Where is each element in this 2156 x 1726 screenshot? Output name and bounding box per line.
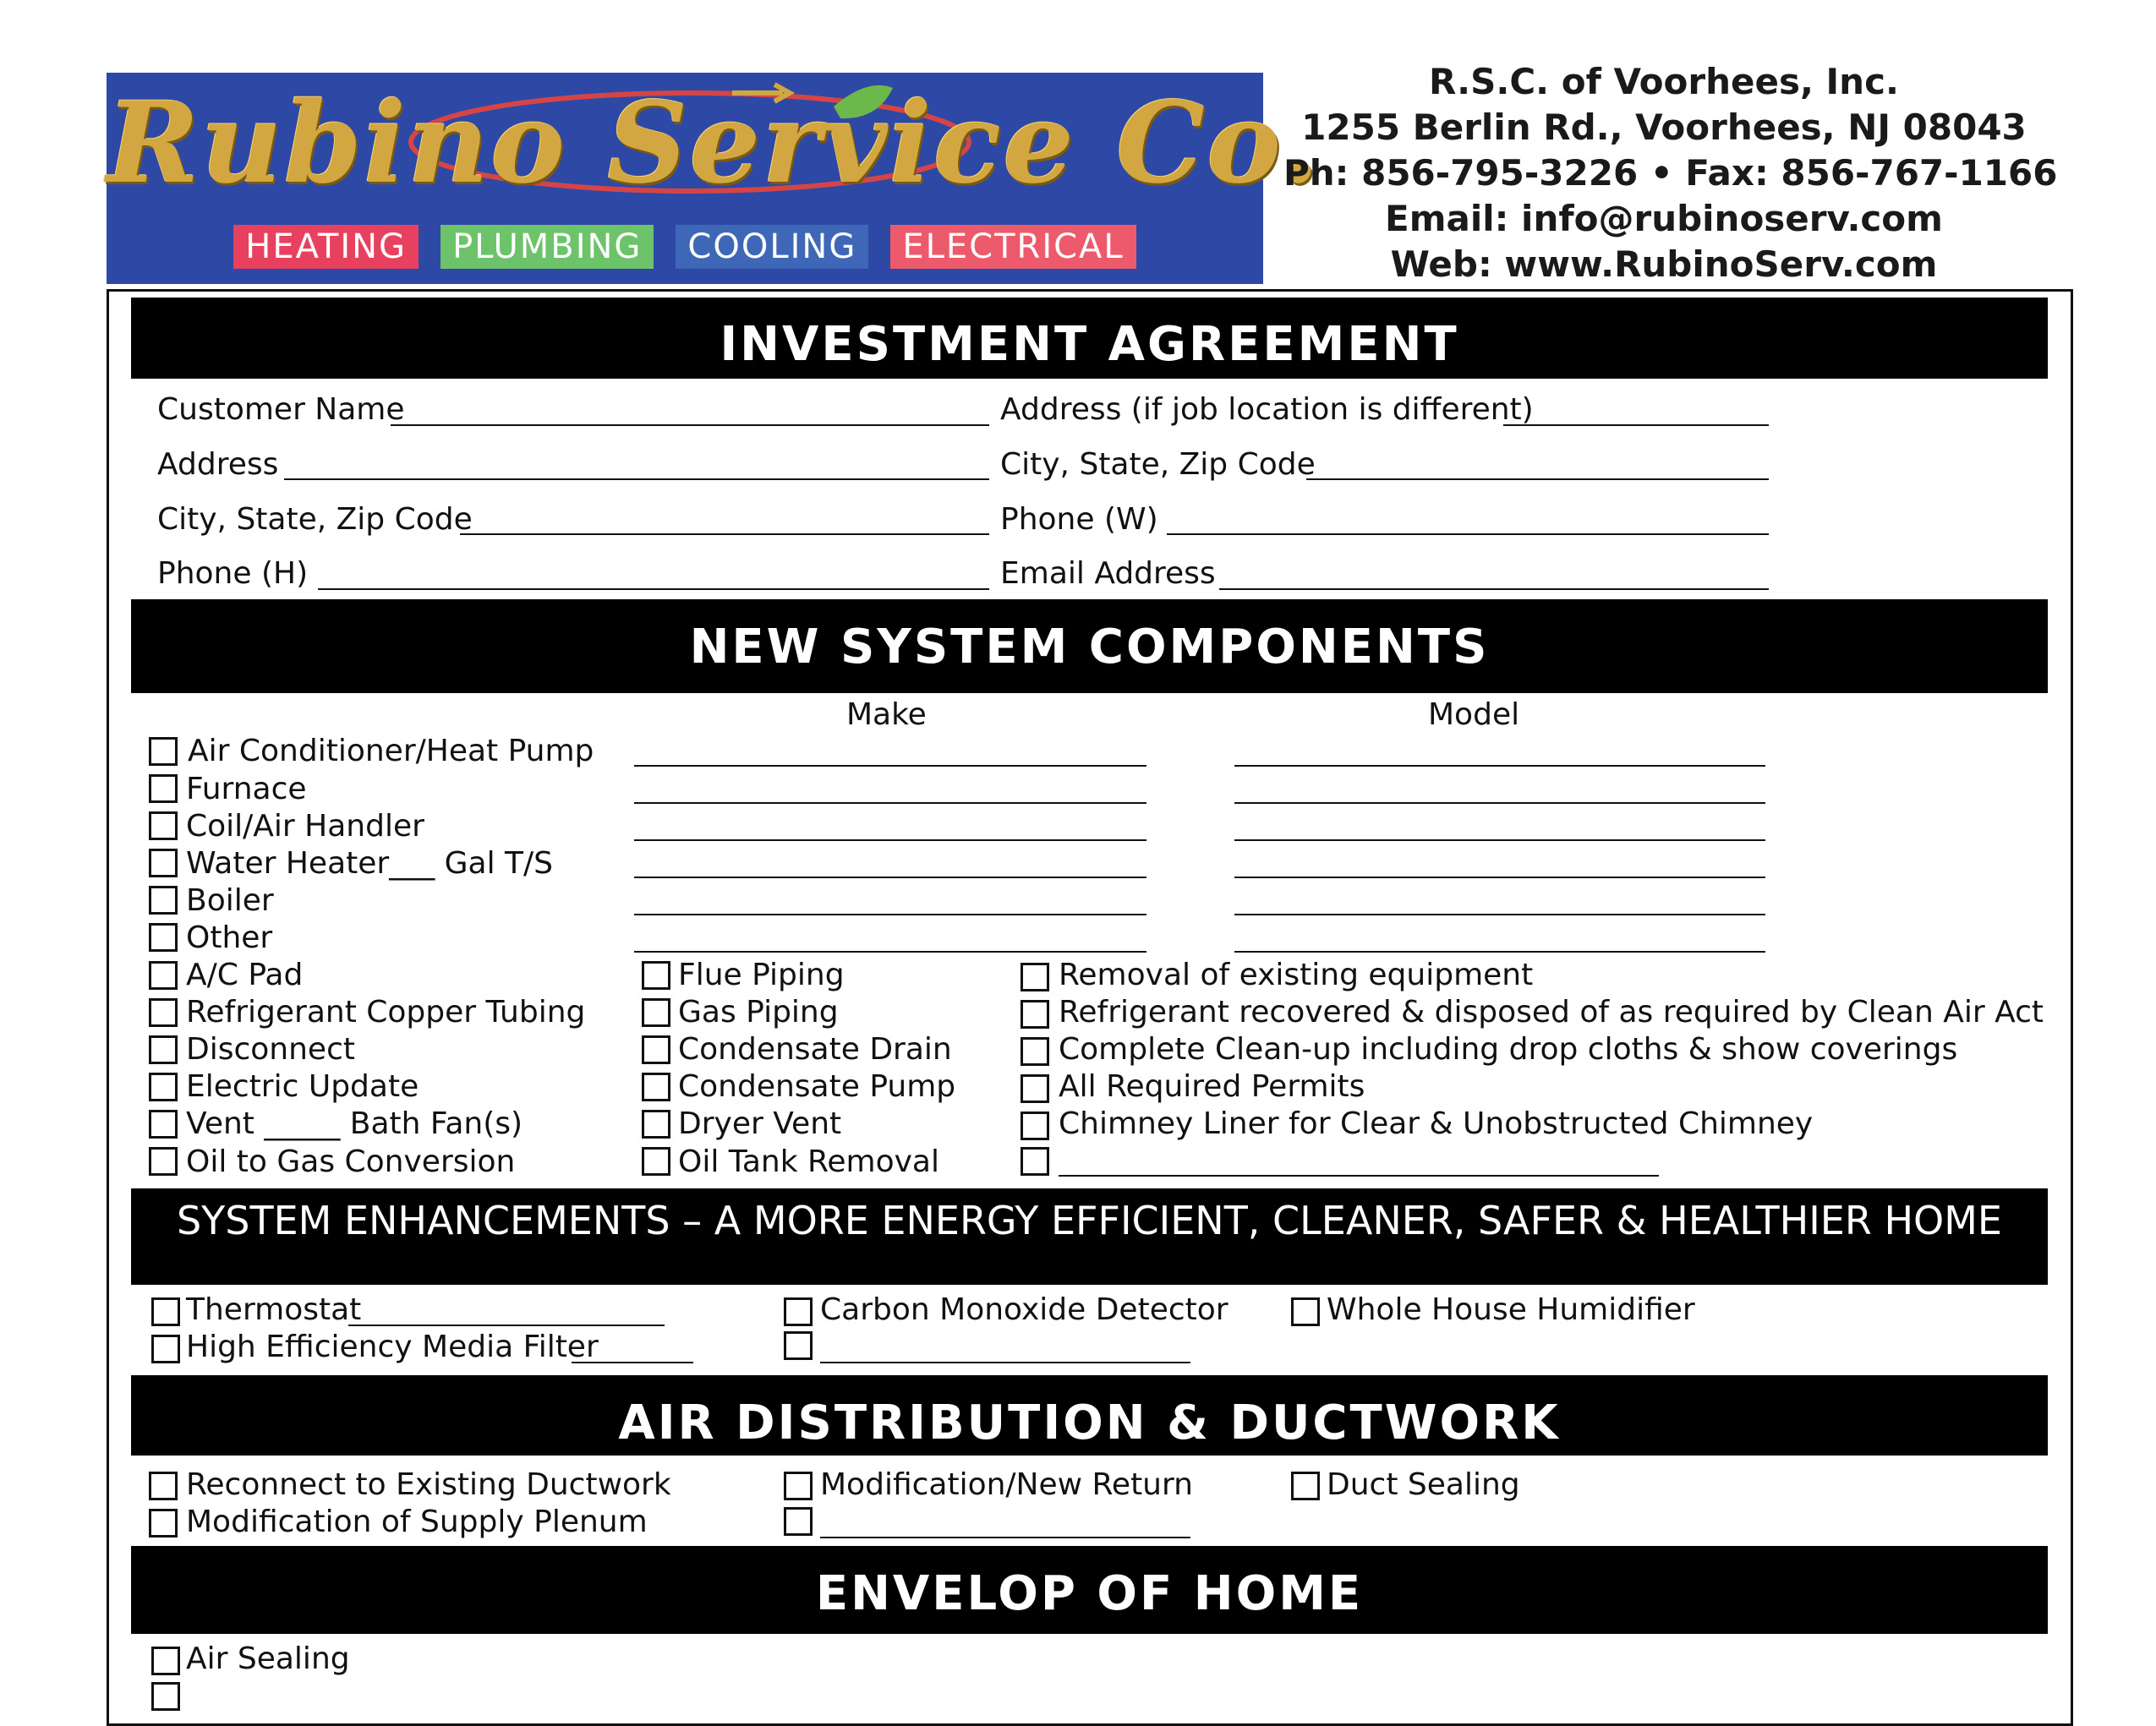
checkbox-electric-update[interactable] [149,1073,178,1101]
label-duct-sealing: Duct Sealing [1327,1467,1520,1502]
checkbox-air-sealing[interactable] [151,1647,180,1675]
new-system-components-banner: NEW SYSTEM COMPONENTS [131,599,2048,693]
checkbox-custom-component[interactable] [1021,1147,1049,1176]
checkbox-air-conditioner[interactable] [149,737,178,766]
checkbox-ac-pad[interactable] [149,961,178,990]
media-filter-field[interactable] [572,1362,693,1363]
label-refrigerant-recovered: Refrigerant recovered & disposed of as required by Clean Air Act [1059,995,2044,1030]
city-state-zip-label: City, State, Zip Code [157,502,473,537]
label-permits: All Required Permits [1059,1069,1365,1104]
job-address-field[interactable] [1503,424,1769,426]
checkbox-thermostat[interactable] [151,1297,180,1326]
checkbox-condensate-pump[interactable] [642,1073,670,1101]
checkbox-reconnect-ductwork[interactable] [149,1472,178,1500]
checkbox-condensate-drain[interactable] [642,1035,670,1064]
checkbox-coil-air-handler[interactable] [149,811,178,840]
label-air-sealing: Air Sealing [186,1641,350,1676]
badge-plumbing: PLUMBING [441,225,654,269]
checkbox-clean-up[interactable] [1021,1037,1049,1066]
label-furnace: Furnace [186,772,307,806]
company-info [1283,59,2058,287]
checkbox-other[interactable] [149,923,178,952]
checkbox-oil-tank-removal[interactable] [642,1147,670,1176]
company-web: Web: www.RubinoServ.com [1390,243,1938,285]
phone-home-label: Phone (H) [157,556,309,591]
company-logo [107,73,1322,284]
checkbox-permits[interactable] [1021,1074,1049,1103]
company-phone-fax: Ph: 856-795-3226 • Fax: 856-767-1166 [1283,152,2058,194]
checkbox-water-heater[interactable] [149,849,178,877]
checkbox-next-item[interactable] [151,1682,180,1711]
checkbox-new-return[interactable] [784,1472,813,1500]
address-field[interactable] [284,478,989,480]
checkbox-duct-sealing[interactable] [1291,1472,1320,1500]
label-co-detector: Carbon Monoxide Detector [820,1292,1228,1327]
checkbox-disconnect[interactable] [149,1035,178,1064]
make-field-water-heater[interactable] [634,877,1146,878]
model-field-furnace[interactable] [1234,802,1765,804]
checkbox-flue-piping[interactable] [642,961,670,990]
phone-work-field[interactable] [1167,533,1769,535]
label-chimney-liner: Chimney Liner for Clear & Unobstructed Chimney [1059,1106,1814,1141]
model-field-water-heater[interactable] [1234,877,1765,878]
email-address-label: Email Address [1000,556,1216,591]
label-flue-piping: Flue Piping [678,958,845,992]
checkbox-custom-enhancement[interactable] [784,1331,813,1360]
make-field-coil[interactable] [634,839,1146,841]
company-name: R.S.C. of Voorhees, Inc. [1429,61,1899,102]
label-media-filter: High Efficiency Media Filter [186,1330,599,1364]
label-humidifier: Whole House Humidifier [1327,1292,1695,1327]
checkbox-oil-to-gas[interactable] [149,1147,178,1176]
model-field-boiler[interactable] [1234,914,1765,915]
checkbox-supply-plenum[interactable] [149,1509,178,1538]
badge-cooling: COOLING [676,225,868,269]
company-address: 1255 Berlin Rd., Voorhees, NJ 08043 [1301,107,2027,148]
label-removal-existing: Removal of existing equipment [1059,958,1534,992]
checkbox-chimney-liner[interactable] [1021,1112,1049,1140]
custom-enhancement-field[interactable] [820,1362,1190,1363]
model-field-other[interactable] [1234,951,1765,953]
label-electric-update: Electric Update [186,1069,419,1104]
label-supply-plenum: Modification of Supply Plenum [186,1505,648,1539]
job-city-state-zip-field[interactable] [1306,478,1769,480]
make-field-furnace[interactable] [634,802,1146,804]
checkbox-removal-existing[interactable] [1021,963,1049,991]
label-ac-pad: A/C Pad [186,958,304,992]
badge-electrical: ELECTRICAL [890,225,1135,269]
model-field-coil[interactable] [1234,839,1765,841]
checkbox-media-filter[interactable] [151,1335,180,1363]
label-refrigerant-tubing: Refrigerant Copper Tubing [186,995,586,1030]
checkbox-dryer-vent[interactable] [642,1110,670,1139]
label-disconnect: Disconnect [186,1032,355,1067]
label-water-heater: Water Heater___ Gal T/S [186,846,554,881]
checkbox-custom-ductwork[interactable] [784,1507,813,1536]
investment-agreement-banner: INVESTMENT AGREEMENT [131,298,2048,379]
job-city-state-zip-label: City, State, Zip Code [1000,447,1316,482]
checkbox-vent-bath-fan[interactable] [149,1110,178,1139]
label-other: Other [186,920,273,955]
label-coil-air-handler: Coil/Air Handler [186,809,424,844]
label-air-conditioner: Air Conditioner/Heat Pump [188,734,594,768]
label-oil-to-gas: Oil to Gas Conversion [186,1144,516,1179]
customer-name-label: Customer Name [157,392,405,427]
badge-heating: HEATING [233,225,419,269]
label-dryer-vent: Dryer Vent [678,1106,842,1141]
address-label: Address [157,447,279,482]
label-condensate-pump: Condensate Pump [678,1069,956,1104]
checkbox-co-detector[interactable] [784,1297,813,1326]
make-field-other[interactable] [634,951,1146,953]
job-address-label: Address (if job location is different) [1000,392,1534,427]
custom-ductwork-field[interactable] [820,1537,1190,1538]
make-column-header: Make [846,697,927,732]
checkbox-furnace[interactable] [149,774,178,803]
system-enhancements-banner: SYSTEM ENHANCEMENTS – A MORE ENERGY EFFICIENT, CLEANER, SAFER & HEALTHIER HOME [131,1188,2048,1285]
model-column-header: Model [1428,697,1520,732]
label-oil-tank-removal: Oil Tank Removal [678,1144,939,1179]
label-condensate-drain: Condensate Drain [678,1032,952,1067]
city-state-zip-field[interactable] [460,533,989,535]
checkbox-gas-piping[interactable] [642,998,670,1027]
label-vent-bath-fan: Vent _____ Bath Fan(s) [186,1106,523,1141]
email-address-field[interactable] [1219,588,1769,590]
make-field-air-conditioner[interactable] [634,765,1146,767]
envelop-of-home-banner: ENVELOP OF HOME [131,1546,2048,1634]
company-email: Email: info@rubinoserv.com [1385,198,1943,239]
label-thermostat: Thermostat [186,1292,362,1327]
label-reconnect-ductwork: Reconnect to Existing Ductwork [186,1467,671,1502]
logo-services [107,225,1263,269]
checkbox-humidifier[interactable] [1291,1297,1320,1326]
logo-name: Rubino Service Co. [107,78,1322,209]
model-field-air-conditioner[interactable] [1234,765,1765,767]
label-boiler: Boiler [186,883,274,918]
thermostat-field[interactable] [348,1325,665,1326]
checkbox-refrigerant-recovered[interactable] [1021,1000,1049,1029]
label-clean-up: Complete Clean-up including drop cloths & show coverings [1059,1032,1958,1067]
air-distribution-banner: AIR DISTRIBUTION & DUCTWORK [131,1375,2048,1456]
label-new-return: Modification/New Return [820,1467,1193,1502]
label-gas-piping: Gas Piping [678,995,839,1030]
phone-work-label: Phone (W) [1000,502,1158,537]
phone-home-field[interactable] [318,588,989,590]
checkbox-boiler[interactable] [149,886,178,915]
make-field-boiler[interactable] [634,914,1146,915]
customer-name-field[interactable] [391,424,989,426]
checkbox-refrigerant-tubing[interactable] [149,998,178,1027]
custom-component-field[interactable] [1059,1175,1659,1177]
